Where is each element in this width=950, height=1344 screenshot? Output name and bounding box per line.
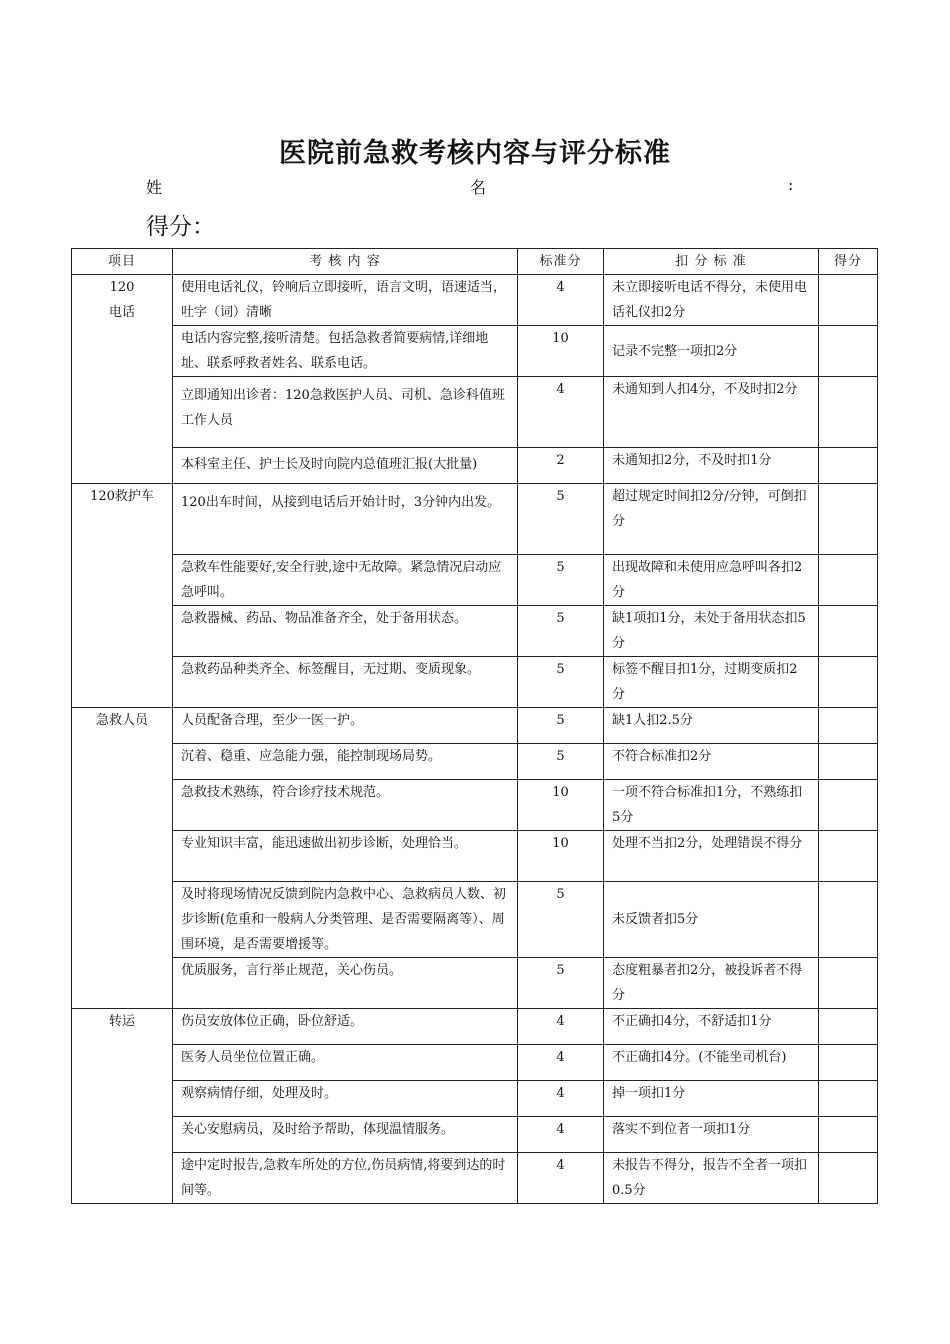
deduction-cell: 一项不符合标准扣1分，不熟练扣5分 [604, 780, 819, 831]
name-label-char-1: 姓 [146, 178, 163, 197]
content-cell: 伤员安放体位正确，卧位舒适。 [173, 1009, 518, 1045]
standard-score-cell: 10 [518, 326, 604, 377]
score-input-cell[interactable] [819, 958, 878, 1009]
table-row [72, 448, 878, 484]
content-cell: 人员配备合理，至少一医一护。 [173, 708, 518, 744]
score-input-cell[interactable] [819, 708, 878, 744]
table-row [72, 1153, 878, 1204]
name-field-row [146, 175, 796, 201]
deduction-cell: 未报告不得分，报告不全者一项扣0.5分 [604, 1153, 819, 1204]
header-deduction: 扣 分 标 准 [604, 249, 819, 275]
score-input-cell[interactable] [819, 1045, 878, 1081]
deduction-cell: 标签不醒目扣1分，过期变质扣2分 [604, 657, 819, 708]
content-cell: 使用电话礼仪，铃响后立即接听，语言文明，语速适当，吐字（词）清晰 [173, 275, 518, 326]
table-row [72, 1081, 878, 1117]
content-cell: 急救车性能要好,安全行驶,途中无故障。紧急情况启动应急呼叫。 [173, 555, 518, 606]
content-cell: 120出车时间，从接到电话后开始计时，3分钟内出发。 [173, 484, 518, 555]
score-input-cell[interactable] [819, 326, 878, 377]
content-cell: 途中定时报告,急救车所处的方位,伤员病情,将要到达的时间等。 [173, 1153, 518, 1204]
content-cell: 及时将现场情况反馈到院内急救中心、急救病员人数、初步诊断(危重和一般病人分类管理、是否需要隔离等）、周围环境，是否需要增援等。 [173, 882, 518, 958]
table-row [72, 606, 878, 657]
standard-score-cell: 4 [518, 377, 604, 448]
header-content: 考 核 内 容 [173, 249, 518, 275]
deduction-cell: 落实不到位者一项扣1分 [604, 1117, 819, 1153]
score-input-cell[interactable] [819, 606, 878, 657]
deduction-cell: 记录不完整一项扣2分 [604, 326, 819, 377]
score-input-cell[interactable] [819, 275, 878, 326]
table-header-row [72, 249, 878, 275]
category-label: 120救护车 [90, 489, 154, 504]
name-label-colon: : [788, 175, 794, 194]
score-input-cell[interactable] [819, 1117, 878, 1153]
header-item: 项目 [72, 249, 173, 275]
category-cell [72, 1009, 173, 1204]
score-input-cell[interactable] [819, 555, 878, 606]
content-cell: 本科室主任、护士长及时向院内总值班汇报(大批量) [173, 448, 518, 484]
standard-score-cell: 4 [518, 1009, 604, 1045]
standard-score-cell: 5 [518, 708, 604, 744]
score-input-cell[interactable] [819, 448, 878, 484]
header-score: 得分 [819, 249, 878, 275]
table-row [72, 275, 878, 326]
standard-score-cell: 5 [518, 606, 604, 657]
standard-score-cell: 5 [518, 744, 604, 780]
category-label: 转运 [108, 1014, 135, 1029]
standard-score-cell: 4 [518, 1081, 604, 1117]
score-input-cell[interactable] [819, 1009, 878, 1045]
content-cell: 立即通知出诊者：120急救医护人员、司机、急诊科值班工作人员 [173, 377, 518, 448]
table-row [72, 1009, 878, 1045]
table-row [72, 657, 878, 708]
deduction-cell: 未通知扣2分，不及时扣1分 [604, 448, 819, 484]
standard-score-cell: 5 [518, 882, 604, 958]
score-input-cell[interactable] [819, 1153, 878, 1204]
content-cell: 急救药品种类齐全、标签醒目，无过期、变质现象。 [173, 657, 518, 708]
table-row [72, 1045, 878, 1081]
standard-score-cell: 10 [518, 831, 604, 882]
content-cell: 急救器械、药品、物品准备齐全，处于备用状态。 [173, 606, 518, 657]
table-row [72, 555, 878, 606]
standard-score-cell: 4 [518, 275, 604, 326]
deduction-cell: 不符合标准扣2分 [604, 744, 819, 780]
standard-score-cell: 5 [518, 657, 604, 708]
score-input-cell[interactable] [819, 744, 878, 780]
score-input-cell[interactable] [819, 882, 878, 958]
standard-score-cell: 5 [518, 484, 604, 555]
category-cell [72, 275, 173, 484]
assessment-table [71, 248, 878, 1204]
content-cell: 观察病情仔细，处理及时。 [173, 1081, 518, 1117]
category-cell [72, 484, 173, 708]
table-row [72, 1117, 878, 1153]
category-label: 120 [109, 280, 135, 295]
deduction-cell: 缺1人扣2.5分 [604, 708, 819, 744]
standard-score-cell: 5 [518, 958, 604, 1009]
score-input-cell[interactable] [819, 484, 878, 555]
content-cell: 医务人员坐位位置正确。 [173, 1045, 518, 1081]
deduction-cell: 未反馈者扣5分 [604, 882, 819, 958]
header-standard-score: 标准分 [518, 249, 604, 275]
content-cell: 电话内容完整,接听清楚。包括急救者简要病情,详细地址、联系呼救者姓名、联系电话。 [173, 326, 518, 377]
standard-score-cell: 4 [518, 1117, 604, 1153]
total-score-label: 得分： [146, 214, 215, 240]
score-input-cell[interactable] [819, 657, 878, 708]
deduction-cell: 超过规定时间扣2分/分钟，可倒扣分 [604, 484, 819, 555]
content-cell: 优质服务，言行举止规范，关心伤员。 [173, 958, 518, 1009]
score-input-cell[interactable] [819, 1081, 878, 1117]
name-label-char-2: 名 [470, 178, 487, 197]
table-row [72, 484, 878, 555]
table-body [72, 275, 878, 1204]
deduction-cell: 处理不当扣2分，处理错误不得分 [604, 831, 819, 882]
deduction-cell: 未通知到人扣4分，不及时扣2分 [604, 377, 819, 448]
content-cell: 沉着、稳重、应急能力强，能控制现场局势。 [173, 744, 518, 780]
standard-score-cell: 2 [518, 448, 604, 484]
table-row [72, 882, 878, 958]
table-row [72, 708, 878, 744]
score-input-cell[interactable] [819, 780, 878, 831]
deduction-cell: 态度粗暴者扣2分，被投诉者不得分 [604, 958, 819, 1009]
deduction-cell: 掉一项扣1分 [604, 1081, 819, 1117]
deduction-cell: 缺1项扣1分，未处于备用状态扣5分 [604, 606, 819, 657]
standard-score-cell: 10 [518, 780, 604, 831]
deduction-cell: 未立即接听电话不得分，未使用电话礼仪扣2分 [604, 275, 819, 326]
content-cell: 关心安慰病员，及时给予帮助，体现温情服务。 [173, 1117, 518, 1153]
score-input-cell[interactable] [819, 377, 878, 448]
table-row [72, 780, 878, 831]
deduction-cell: 不正确扣4分，不舒适扣1分 [604, 1009, 819, 1045]
table-row [72, 744, 878, 780]
table-row [72, 831, 878, 882]
category-label: 急救人员 [95, 713, 148, 728]
table-row [72, 377, 878, 448]
content-cell: 急救技术熟练，符合诊疗技术规范。 [173, 780, 518, 831]
standard-score-cell: 5 [518, 555, 604, 606]
content-cell: 专业知识丰富，能迅速做出初步诊断，处理恰当。 [173, 831, 518, 882]
standard-score-cell: 4 [518, 1045, 604, 1081]
table-row [72, 958, 878, 1009]
table-row [72, 326, 878, 377]
standard-score-cell: 4 [518, 1153, 604, 1204]
deduction-cell: 不正确扣4分。(不能坐司机台) [604, 1045, 819, 1081]
score-input-cell[interactable] [819, 831, 878, 882]
document-title: 医院前急救考核内容与评分标准 [279, 138, 671, 169]
category-cell [72, 708, 173, 1009]
category-label: 电话 [108, 305, 135, 320]
deduction-cell: 出现故障和未使用应急呼叫各扣2分 [604, 555, 819, 606]
